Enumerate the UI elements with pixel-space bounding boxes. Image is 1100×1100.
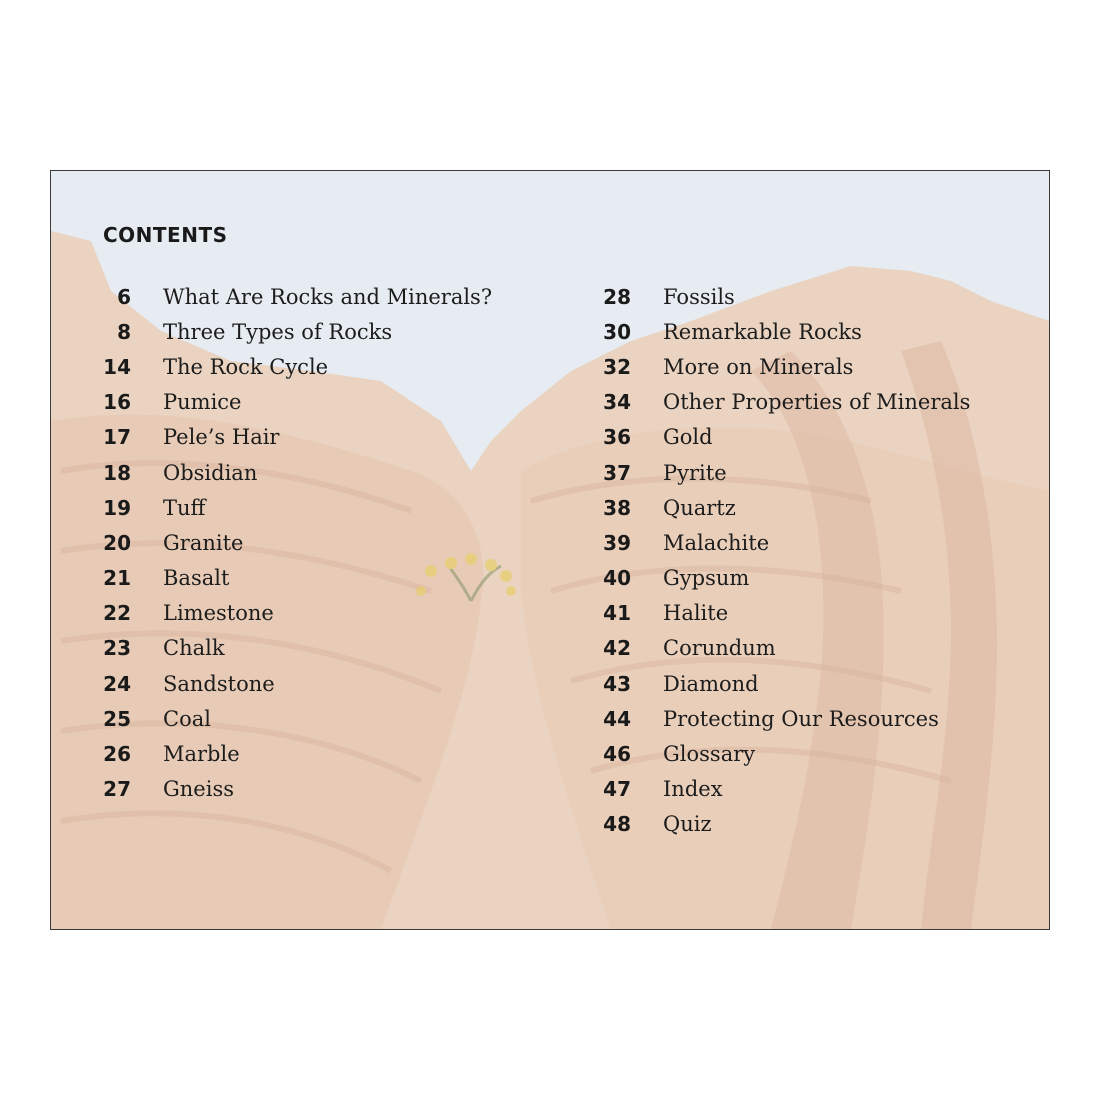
- page-number: 41: [603, 601, 631, 626]
- toc-entry: [591, 772, 970, 807]
- toc-entry: [91, 420, 492, 455]
- page-number: 42: [603, 636, 631, 661]
- toc-entry: [91, 666, 492, 701]
- entry-title: What Are Rocks and Minerals?: [163, 284, 493, 309]
- page-number: 21: [103, 566, 131, 591]
- page-number: 37: [603, 460, 631, 485]
- page-number: 28: [603, 284, 631, 309]
- toc-entry: [591, 561, 970, 596]
- page-number: 27: [103, 777, 131, 802]
- toc-entry: [91, 385, 492, 420]
- entry-title: Diamond: [663, 671, 759, 696]
- entry-title: Basalt: [163, 566, 230, 591]
- toc-entry: [91, 314, 492, 349]
- toc-entry: [591, 455, 970, 490]
- toc-entry: [591, 666, 970, 701]
- page-number: 47: [603, 777, 631, 802]
- entry-title: Tuff: [163, 495, 206, 520]
- page-number: 34: [603, 390, 631, 415]
- entry-title: Gypsum: [663, 566, 750, 591]
- page-number: 40: [603, 566, 631, 591]
- toc-entry: [591, 279, 970, 314]
- page-number: 46: [603, 742, 631, 767]
- page-number: 24: [103, 671, 131, 696]
- toc-entry: [591, 736, 970, 771]
- toc-entry: [591, 596, 970, 631]
- entry-title: The Rock Cycle: [163, 354, 329, 379]
- toc-entry: [91, 596, 492, 631]
- entry-title: Granite: [163, 530, 244, 555]
- entry-title: Fossils: [663, 284, 735, 309]
- entry-title: Sandstone: [163, 671, 275, 696]
- entry-title: Malachite: [663, 530, 770, 555]
- page-number: 8: [117, 319, 131, 344]
- contents-overlay: [51, 171, 1049, 929]
- entry-title: Gneiss: [163, 777, 234, 802]
- toc-entry: [591, 807, 970, 842]
- toc-entry: [91, 631, 492, 666]
- toc-entry: [591, 490, 970, 525]
- toc-left-column: [91, 279, 492, 807]
- page-number: 32: [603, 354, 631, 379]
- toc-entry: [91, 525, 492, 560]
- page-number: 25: [103, 706, 131, 731]
- page-number: 6: [117, 284, 131, 309]
- page-number: 39: [603, 530, 631, 555]
- page-number: 36: [603, 425, 631, 450]
- entry-title: Index: [663, 777, 723, 802]
- page-number: 16: [103, 390, 131, 415]
- toc-entry: [591, 349, 970, 384]
- toc-entry: [91, 772, 492, 807]
- page-number: 19: [103, 495, 131, 520]
- entry-title: Corundum: [663, 636, 776, 661]
- toc-entry: [591, 420, 970, 455]
- page-number: 18: [103, 460, 131, 485]
- toc-entry: [591, 385, 970, 420]
- toc-entry: [91, 349, 492, 384]
- entry-title: Chalk: [163, 636, 225, 661]
- contents-page: [50, 170, 1050, 930]
- entry-title: Quartz: [663, 495, 736, 520]
- toc-right-column: [591, 279, 970, 842]
- contents-heading: CONTENTS: [103, 223, 228, 247]
- toc-entry: [91, 279, 492, 314]
- entry-title: Marble: [163, 742, 240, 767]
- toc-entry: [591, 701, 970, 736]
- entry-title: Glossary: [663, 742, 756, 767]
- entry-title: Pumice: [163, 390, 242, 415]
- entry-title: Limestone: [163, 601, 274, 626]
- page-number: 30: [603, 319, 631, 344]
- toc-entry: [91, 455, 492, 490]
- entry-title: Remarkable Rocks: [663, 319, 862, 344]
- toc-entry: [591, 631, 970, 666]
- entry-title: Obsidian: [163, 460, 258, 485]
- toc-entry: [91, 736, 492, 771]
- entry-title: Gold: [663, 425, 713, 450]
- page-number: 23: [103, 636, 131, 661]
- entry-title: Halite: [663, 601, 729, 626]
- entry-title: Quiz: [663, 812, 712, 837]
- toc-entry: [591, 525, 970, 560]
- entry-title: Other Properties of Minerals: [663, 390, 971, 415]
- entry-title: More on Minerals: [663, 354, 854, 379]
- toc-entry: [91, 561, 492, 596]
- page-number: 22: [103, 601, 131, 626]
- entry-title: Protecting Our Resources: [663, 706, 939, 731]
- entry-title: Pele’s Hair: [163, 425, 280, 450]
- page-number: 48: [603, 812, 631, 837]
- toc-entry: [91, 490, 492, 525]
- entry-title: Three Types of Rocks: [163, 319, 393, 344]
- page-number: 14: [103, 354, 131, 379]
- page-number: 26: [103, 742, 131, 767]
- page-number: 43: [603, 671, 631, 696]
- entry-title: Pyrite: [663, 460, 727, 485]
- page-number: 38: [603, 495, 631, 520]
- page-number: 44: [603, 706, 631, 731]
- page-number: 20: [103, 530, 131, 555]
- toc-entry: [591, 314, 970, 349]
- toc-entry: [91, 701, 492, 736]
- page-number: 17: [103, 425, 131, 450]
- entry-title: Coal: [163, 706, 211, 731]
